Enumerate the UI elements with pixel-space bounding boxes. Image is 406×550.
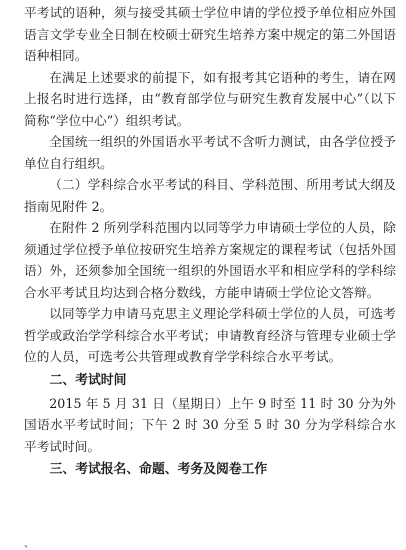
section-heading-registration: 三、考试报名、命题、考务及阅卷工作: [49, 462, 268, 477]
paragraph-applicants-requirements: 在附件 2 所列学科范围内以同等学力申请硕士学位的人员，除须通过学位授予单位按研究生培养方案规定的课程考试（包括外国语）外，还须参加全国统一组织的外国语水平和相应学科的学科综合水平考试且均达到合格分数线，方能申请硕士学位论文答辩。: [24, 220, 396, 300]
paragraph-other-languages: 在满足上述要求的前提下，如有报考其它语种的考生，请在网上报名时进行选择，由“教育部学位与研究生教育发展中心”（以下简称“学位中心”）组织考试。: [24, 69, 396, 128]
paragraph-subject-exam: （二）学科综合水平考试的科目、学科范围、所用考试大纲及指南见附件 2。: [24, 177, 396, 214]
paragraph-language-requirement: 平考试的语种，须与接受其硕士学位申请的学位授予单位相应外国语言文学专业全日制在校硕士研究生培养方案中规定的第二外国语语种相同。: [24, 5, 396, 63]
paragraph-optional-exams: 以同等学力申请马克思主义理论学科硕士学位的人员，可选考哲学或政治学学科综合水平考试；申请教育经济与管理专业硕士学位的人员，可选考公共管理或教育学学科综合水平考试。: [24, 306, 396, 364]
paragraph-listening-test: 全国统一组织的外国语水平考试不含听力测试，由各学位授予单位自行组织。: [24, 134, 396, 171]
section-heading-exam-time: 二、考试时间: [49, 372, 127, 388]
paragraph-exam-schedule: 2015 年 5 月 31 日（星期日）上午 9 时至 11 时 30 分为外国语水平考试时间；下午 2 时 30 分至 5 时 30 分为学科综合水平考试时间。: [24, 395, 396, 454]
bottom-punctuation-mark: 、: [24, 539, 34, 550]
